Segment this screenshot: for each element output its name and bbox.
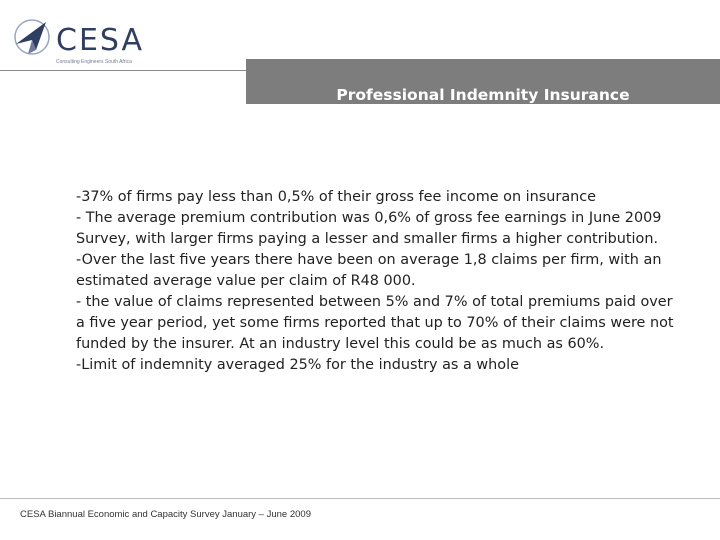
body-text [76,187,696,376]
logo-tagline: Consulting Engineers South Africa [56,59,132,65]
cesa-emblem-icon [12,14,52,60]
page-title: Professional Indemnity Insurance [336,86,630,104]
body-line: Survey, with larger firms paying a lesser and smaller firms a higher contribution. [76,231,659,247]
title-bar [246,59,720,107]
body-line: funded by the insurer. At an industry level this could be as much as 60%. [76,336,605,352]
header-divider [0,70,246,71]
body-line: - the value of claims represented between 5% and 7% of total premiums paid over [76,294,673,310]
cesa-logo [12,14,145,66]
logo-wordmark: CESA [56,23,145,58]
title-bar-strip [246,104,720,107]
body-line: - The average premium contribution was 0,6% of gross fee earnings in June 2009 [76,210,662,226]
footer-divider [0,498,720,499]
body-line: -Over the last five years there have been on average 1,8 claims per firm, with an [76,252,662,268]
footer-text: CESA Biannual Economic and Capacity Survey January – June 2009 [20,509,311,520]
body-line: estimated average value per claim of R48 000. [76,273,416,289]
body-line: a five year period, yet some firms reported that up to 70% of their claims were not [76,315,674,331]
body-line: -37% of firms pay less than 0,5% of their gross fee income on insurance [76,189,597,205]
body-line: -Limit of indemnity averaged 25% for the industry as a whole [76,357,519,373]
